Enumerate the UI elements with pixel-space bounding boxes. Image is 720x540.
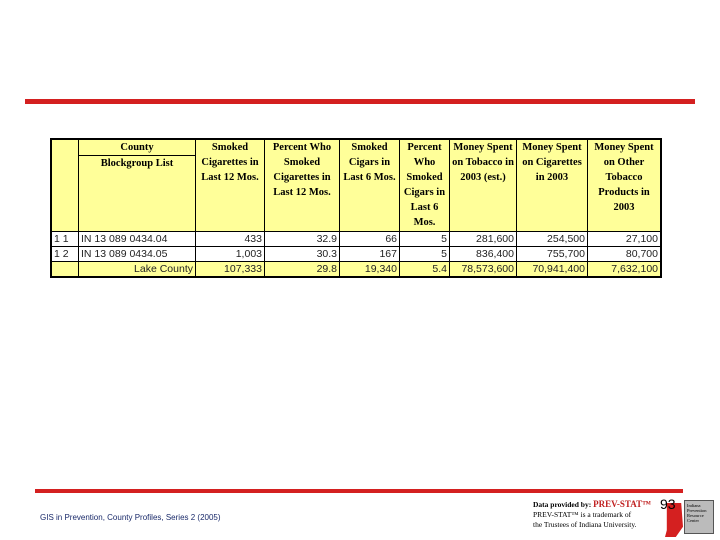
col-header: Percent Who Smoked Cigarettes in Last 12 Mos. (265, 139, 340, 232)
cell: 5 (400, 232, 450, 247)
cell: 80,700 (588, 247, 662, 262)
cell: 78,573,600 (450, 262, 517, 278)
cell: 755,700 (517, 247, 588, 262)
col-header: Smoked Cigarettes in Last 12 Mos. (196, 139, 265, 232)
bottom-red-bar (35, 489, 683, 493)
credit-prefix: Data provided by: (533, 500, 594, 509)
index-header (51, 139, 79, 232)
col-header: Money Spent on Other Tobacco Products in 2003 (588, 139, 662, 232)
cell: 70,941,400 (517, 262, 588, 278)
cell: 107,333 (196, 262, 265, 278)
cell: 254,500 (517, 232, 588, 247)
cell: IN 13 089 0434.04 (79, 232, 196, 247)
cell: 7,632,100 (588, 262, 662, 278)
county-header: County (79, 139, 196, 156)
cell: 1,003 (196, 247, 265, 262)
col-header: Money Spent on Cigarettes in 2003 (517, 139, 588, 232)
cell: 836,400 (450, 247, 517, 262)
cell: 5 (400, 247, 450, 262)
cell: 167 (340, 247, 400, 262)
cell: 66 (340, 232, 400, 247)
cell: 19,340 (340, 262, 400, 278)
iprc-logo: Indiana Prevention Resource Center (684, 500, 714, 534)
footer-text: GIS in Prevention, County Profiles, Series 2 (2005) (40, 513, 221, 522)
col-header: Smoked Cigars in Last 6 Mos. (340, 139, 400, 232)
brand-name: PREV-STAT™ (593, 499, 652, 509)
cell: 433 (196, 232, 265, 247)
col-header: Percent Who Smoked Cigars in Last 6 Mos. (400, 139, 450, 232)
cell: 30.3 (265, 247, 340, 262)
cell: 281,600 (450, 232, 517, 247)
table-row (51, 247, 661, 262)
cell: 32.9 (265, 232, 340, 247)
cell: 1 2 (51, 247, 79, 262)
cell (51, 262, 79, 278)
top-red-bar (25, 99, 695, 104)
trademark-line: PREV-STAT™ is a trademark of (533, 510, 632, 519)
table-row (51, 232, 661, 247)
page-number: 93 (660, 496, 676, 512)
table-row-total (51, 262, 661, 278)
col-header: Money Spent on Tobacco in 2003 (est.) (450, 139, 517, 232)
credit-block (533, 499, 651, 530)
cell: 29.8 (265, 262, 340, 278)
tobacco-table (50, 138, 662, 278)
cell: 27,100 (588, 232, 662, 247)
cell: 5.4 (400, 262, 450, 278)
cell: 1 1 (51, 232, 79, 247)
trademark-line: the Trustees of Indiana University. (533, 520, 637, 529)
cell: Lake County (79, 262, 196, 278)
cell: IN 13 089 0434.05 (79, 247, 196, 262)
blockgroup-header: Blockgroup List (79, 156, 196, 232)
